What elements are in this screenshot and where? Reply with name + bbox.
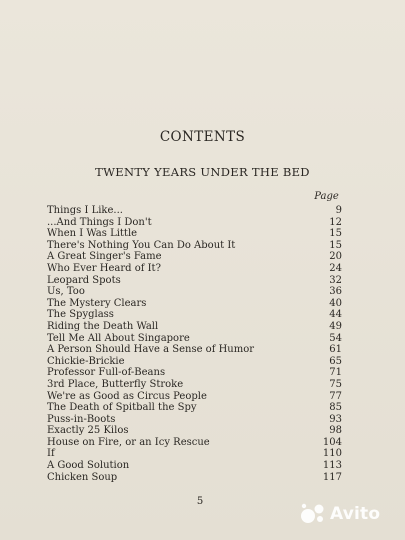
toc-entry [47, 217, 342, 229]
toc-entry [47, 414, 342, 426]
toc-entry-page: 49 [329, 320, 342, 332]
toc-entry-page: 54 [329, 332, 342, 344]
toc-entry-title: The Spyglass [47, 309, 114, 321]
toc-entry-title: Exactly 25 Kilos [47, 425, 129, 437]
toc-entry [47, 205, 342, 217]
toc-entry-page: 15 [329, 228, 342, 240]
section-title: TWENTY YEARS UNDER THE BED [95, 165, 310, 179]
toc-entry [47, 391, 342, 403]
toc-entry-title: Puss-in-Boots [47, 413, 116, 425]
toc-entry [47, 448, 342, 460]
toc-entry-title: We're as Good as Circus People [47, 390, 207, 402]
toc-entry-page: 15 [329, 239, 342, 251]
table-of-contents [47, 205, 342, 483]
watermark-text: Avito [330, 504, 381, 524]
watermark [300, 502, 380, 526]
toc-entry-title: Professor Full-of-Beans [47, 367, 166, 379]
toc-entry [47, 344, 342, 356]
contents-heading: CONTENTS [159, 129, 246, 145]
toc-entry-title: Things I Like... [47, 205, 123, 216]
toc-entry [47, 402, 342, 414]
toc-entry-page: 75 [329, 378, 342, 390]
toc-entry-title: A Good Solution [47, 460, 130, 472]
toc-entry-title: The Mystery Clears [47, 297, 147, 309]
toc-entry-title: The Death of Spitball the Spy [47, 402, 197, 414]
toc-entry-page: 117 [322, 471, 342, 483]
toc-entry-page: 24 [329, 262, 342, 274]
toc-entry [47, 379, 342, 391]
toc-entry-page: 93 [329, 413, 342, 425]
page-column-label: Page [314, 191, 339, 202]
toc-entry-page: 104 [322, 436, 342, 448]
toc-entry-page: 12 [329, 216, 342, 228]
toc-entry-page: 32 [329, 274, 342, 286]
toc-entry-title: If [47, 448, 55, 460]
toc-entry-title: Who Ever Heard of It? [47, 262, 161, 274]
toc-entry-page: 65 [329, 355, 342, 367]
toc-entry [47, 333, 342, 345]
toc-entry [47, 356, 342, 368]
toc-entry-page: 77 [329, 390, 342, 402]
toc-entry-page: 113 [322, 460, 342, 472]
toc-entry [47, 425, 342, 437]
toc-entry-page: 20 [329, 251, 342, 263]
toc-entry-page: 44 [329, 309, 342, 321]
toc-entry-page: 36 [329, 286, 342, 298]
toc-entry-title: A Great Singer's Fame [47, 251, 162, 263]
toc-entry-title: House on Fire, or an Icy Rescue [47, 436, 210, 448]
toc-entry-title: Tell Me All About Singapore [47, 332, 190, 344]
toc-entry-title: A Person Should Have a Sense of Humor [47, 344, 255, 356]
toc-entry-title: Chicken Soup [47, 471, 118, 483]
page-number: 5 [196, 496, 204, 507]
avito-logo-icon [300, 503, 326, 525]
toc-entry-title: Chickie-Brickie [47, 355, 125, 367]
toc-entry [47, 321, 342, 333]
toc-entry [47, 275, 342, 287]
toc-entry-page: 98 [329, 425, 342, 437]
toc-entry-title: Us, Too [47, 286, 85, 298]
toc-entry-page: 85 [329, 402, 342, 414]
toc-entry-page: 71 [329, 367, 342, 379]
toc-entry [47, 460, 342, 472]
toc-entry-title: When I Was Little [47, 228, 138, 240]
toc-entry-title: Riding the Death Wall [47, 320, 159, 332]
toc-entry-title: ...And Things I Don't [47, 216, 152, 228]
toc-entry [47, 472, 342, 484]
toc-entry-title: Leopard Spots [47, 274, 121, 286]
toc-entry-page: 61 [329, 344, 342, 356]
toc-entry-title: There's Nothing You Can Do About It [47, 239, 236, 251]
toc-entry-page: 9 [335, 205, 342, 216]
toc-entry [47, 367, 342, 379]
toc-entry [47, 240, 342, 252]
toc-entry [47, 263, 342, 275]
toc-entry [47, 309, 342, 321]
toc-entry-page: 110 [322, 448, 342, 460]
toc-entry [47, 228, 342, 240]
toc-entry [47, 286, 342, 298]
toc-entry [47, 251, 342, 263]
toc-entry [47, 437, 342, 449]
toc-entry-title: 3rd Place, Butterfly Stroke [47, 378, 184, 390]
toc-entry-page: 40 [329, 297, 342, 309]
toc-entry [47, 298, 342, 310]
